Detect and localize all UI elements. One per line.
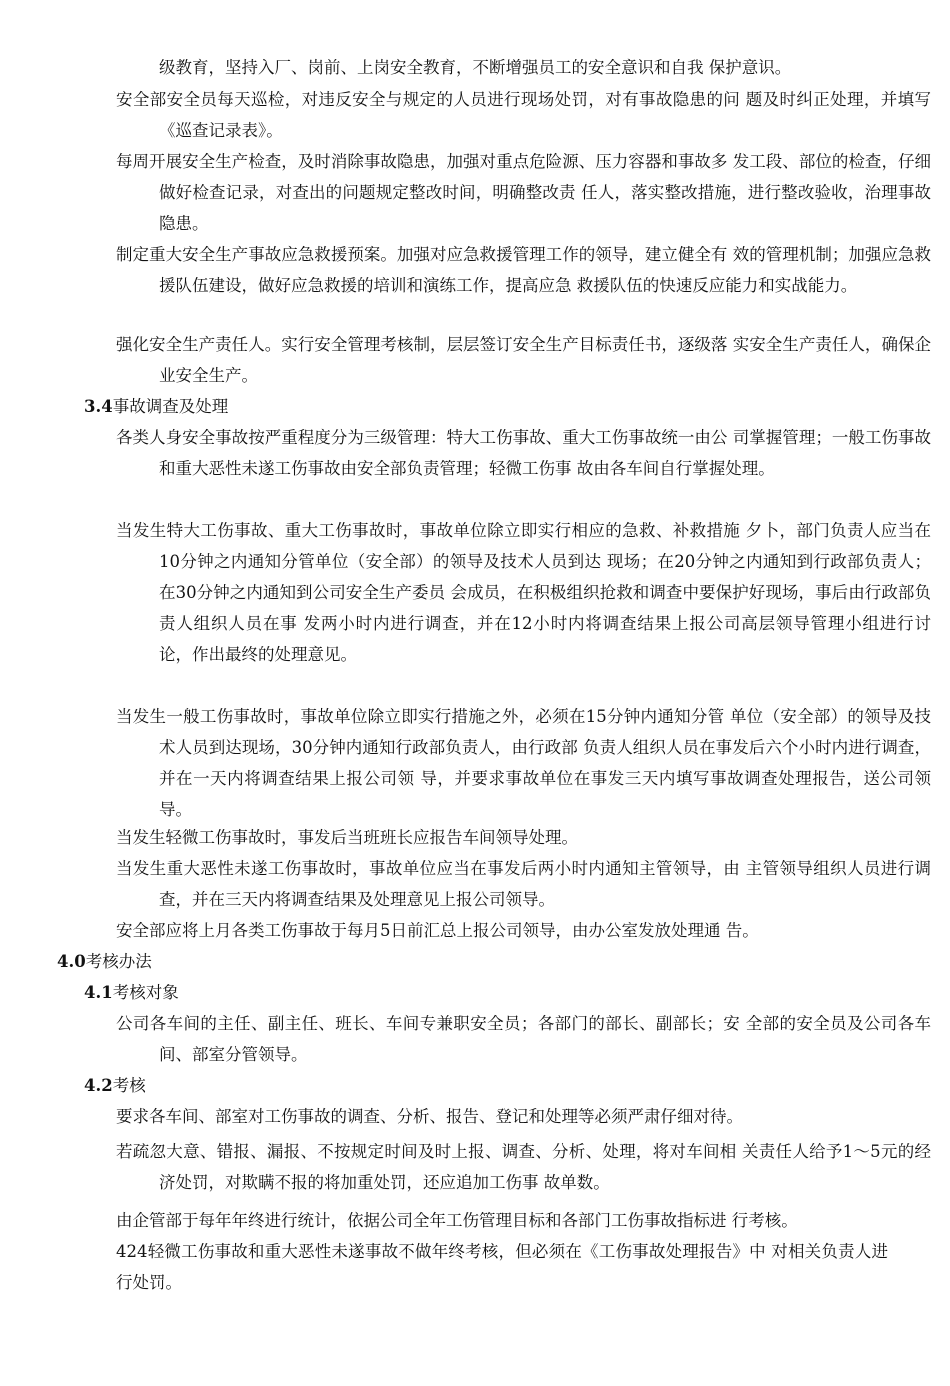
section-number: 4.2	[84, 1076, 113, 1095]
paragraph-near-miss: 当发生重大恶性未遂工伤事故时，事故单位应当在事发后两小时内通知主管领导，由 主管领导组织人员进行调查，并在三天内将调查结果及处理意见上报公司领导。	[116, 859, 931, 909]
section-title: 考核	[112, 1076, 146, 1095]
paragraph-safety-education-end: 级教育，坚持入厂、岗前、上岗安全教育，不断增强员工的安全意识和自我 保护意识。	[159, 58, 792, 77]
section-title: 事故调查及处理	[112, 397, 229, 416]
section-heading-4-0	[57, 946, 152, 977]
paragraph-penalties: 若疏忽大意、错报、漏报、不按规定时间及时上报、调查、分析、处理，将对车间相 关责任人给予1〜5元的经济处罚，对欺瞒不报的将加重处罚，还应追加工伤事 故单数。	[116, 1142, 931, 1192]
paragraph-responsibility: 强化安全生产责任人。实行安全管理考核制，层层签订安全生产目标责任书，逐级落 实安全生产责任人，确保企业安全生产。	[116, 335, 931, 385]
section-title: 考核对象	[112, 983, 179, 1002]
paragraph-4-2-4: 424轻微工伤事故和重大恶性未遂事故不做年终考核，但必须在《工伤事故处理报告》中 对相关负责人进行处罚。	[116, 1242, 888, 1292]
paragraph-monthly-report: 安全部应将上月各类工伤事故于每月5日前汇总上报公司领导，由办公室发放处理通 告。	[116, 921, 759, 940]
paragraph-minor-accident: 当发生轻微工伤事故时，事发后当班班长应报告车间领导处理。	[116, 828, 578, 847]
section-heading-4-1	[84, 977, 179, 1008]
paragraph-daily-patrol: 安全部安全员每天巡检，对违反安全与规定的人员进行现场处罚，对有事故隐患的问 题及时纠正处理，并填写《巡查记录表》。	[116, 90, 931, 140]
section-heading-3-4	[84, 391, 228, 422]
paragraph-assessment-targets: 公司各车间的主任、副主任、班长、车间专兼职安全员；各部门的部长、副部长；安 全部的安全员及公司各车间、部室分管领导。	[116, 1014, 931, 1064]
paragraph-serious-handling: 要求各车间、部室对工伤事故的调查、分析、报告、登记和处理等必须严肃仔细对待。	[116, 1107, 743, 1126]
paragraph-general-accident: 当发生一般工伤事故时，事故单位除立即实行措施之外，必须在15分钟内通知分管 单位（安全部）的领导及技术人员到达现场，30分钟内通知行政部负责人，由行政部 负责人组织人员在事发后六个小时内进行调查，并在一天内将调查结果上报公司领 导，并要求事故单位在事发三天内填写事故调查处理报告，送公司领导。	[116, 707, 931, 819]
section-heading-4-2	[84, 1070, 146, 1101]
paragraph-accident-grading: 各类人身安全事故按严重程度分为三级管理：特大工伤事故、重大工伤事故统一由公 司掌握管理；一般工伤事故和重大恶性未遂工伤事故由安全部负责管理；轻微工伤事 故由各车间自行掌握处理。	[116, 428, 931, 478]
section-number: 4.0	[57, 952, 86, 971]
section-number: 4.1	[84, 983, 113, 1002]
section-number: 3.4	[84, 397, 113, 416]
paragraph-weekly-inspection: 每周开展安全生产检查，及时消除事故隐患，加强对重点危险源、压力容器和事故多 发工段、部位的检查，仔细做好检查记录，对查出的问题规定整改时间，明确整改责 任人，落实整改措施，进行整改验收，治理事故隐患。	[116, 152, 931, 233]
paragraph-annual-statistics: 由企管部于每年年终进行统计，依据公司全年工伤管理目标和各部门工伤事故指标进 行考核。	[116, 1211, 798, 1230]
paragraph-major-accident: 当发生特大工伤事故、重大工伤事故时，事故单位除立即实行相应的急救、补救措施 夕卜，部门负责人应当在10分钟之内通知分管单位（安全部）的领导及技术人员到达 现场；在20分钟之内通知到行政部负责人；在30分钟之内通知到公司安全生产委员 会成员，在积极组织抢救和调查中要保护好现场，事后由行政部负责人组织人员在事 发两小时内进行调查，并在12小时内将调查结果上报公司高层领导管理小组进行讨 论，作出最终的处理意见。	[116, 521, 931, 664]
paragraph-emergency-plan: 制定重大安全生产事故应急救援预案。加强对应急救援管理工作的领导，建立健全有 效的管理机制；加强应急救援队伍建设，做好应急救援的培训和演练工作，提高应急 救援队伍的快速反应能力和实战能力。	[116, 245, 931, 295]
section-title: 考核办法	[85, 952, 152, 971]
